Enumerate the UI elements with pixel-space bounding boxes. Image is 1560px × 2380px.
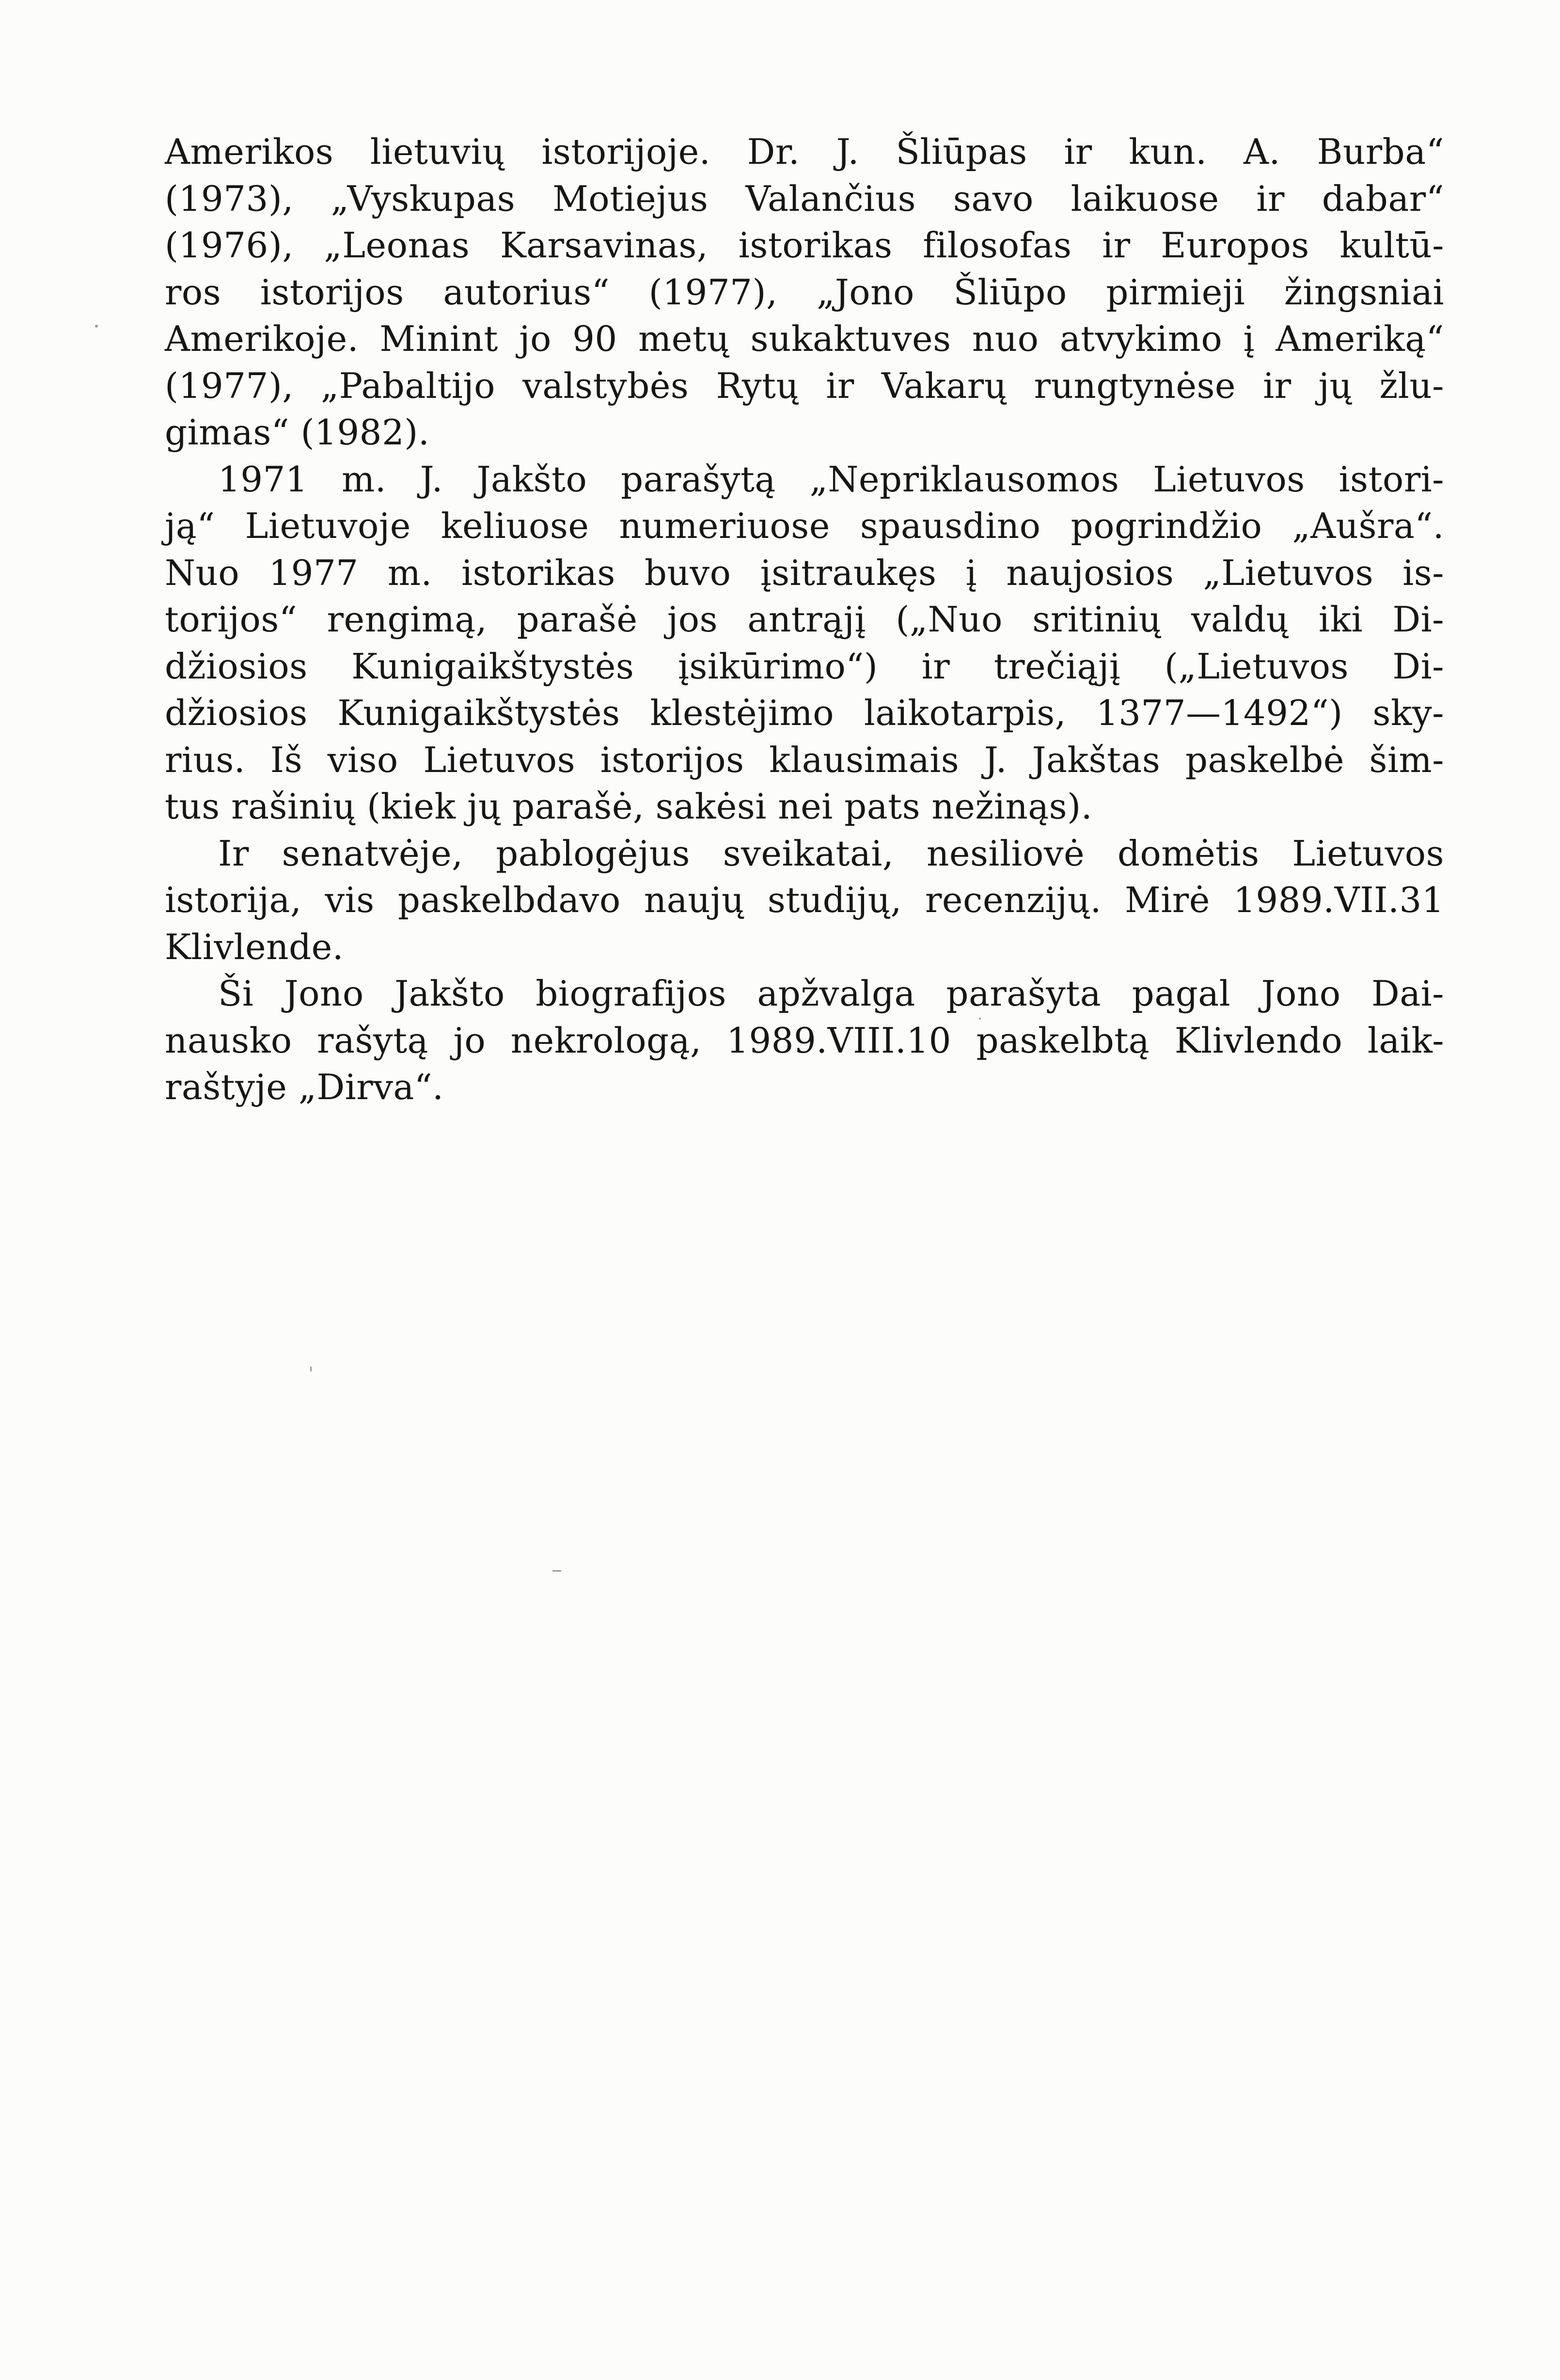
text-line: džiosios Kunigaikštystės įsikūrimo“) ir trečiąjį („Lietuvos Di- bbox=[165, 646, 1444, 687]
text-line: nausko rašytą jo nekrologą, 1989.VIII.10 paskelbtą Klivlendo laik- bbox=[165, 1020, 1444, 1061]
text-line: ros istorijos autorius“ (1977), „Jono Šliūpo pirmieji žingsniai bbox=[165, 271, 1444, 313]
paper-speck bbox=[310, 1367, 312, 1371]
text-line: (1977), „Pabaltijo valstybės Rytų ir Vakarų rungtynėse ir jų žlu- bbox=[165, 365, 1444, 406]
text-line: (1973), „Vyskupas Motiejus Valančius savo laikuose ir dabar“ bbox=[165, 178, 1444, 219]
text-line: istorija, vis paskelbdavo naujų studijų, recenzijų. Mirė 1989.VII.31 bbox=[165, 880, 1444, 920]
text-line: Amerikos lietuvių istorijoje. Dr. J. Šliūpas ir kun. A. Burba“ bbox=[165, 131, 1444, 172]
text-line: gimas“ (1982). bbox=[165, 412, 430, 453]
paragraph-4 bbox=[165, 970, 1444, 1111]
text-line: ją“ Lietuvoje keliuose numeriuose spausdino pogrindžio „Aušra“. bbox=[165, 505, 1444, 546]
text-line: džiosios Kunigaikštystės klestėjimo laikotarpis, 1377—1492“) sky- bbox=[165, 693, 1444, 733]
paper-speck bbox=[979, 1018, 981, 1020]
text-line: raštyje „Dirva“. bbox=[165, 1067, 444, 1107]
text-line: rius. Iš viso Lietuvos istorijos klausimais J. Jakštas paskelbė šim- bbox=[165, 739, 1444, 780]
text-line: tus rašinių (kiek jų parašė, sakėsi nei pats nežinąs). bbox=[165, 786, 1093, 827]
text-line: Amerikoje. Minint jo 90 metų sukaktuves nuo atvykimo į Ameriką“ bbox=[165, 318, 1444, 359]
text-line: torijos“ rengimą, parašė jos antrąjį („Nuo sritinių valdų iki Di- bbox=[165, 599, 1444, 640]
paper-speck bbox=[552, 1570, 561, 1572]
paper-speck bbox=[95, 325, 98, 328]
paragraph-2 bbox=[165, 456, 1444, 830]
text-line: Nuo 1977 m. istorikas buvo įsitraukęs į naujosios „Lietuvos is- bbox=[165, 552, 1444, 593]
body-text bbox=[165, 128, 1444, 1111]
paragraph-1 bbox=[165, 128, 1444, 456]
text-line: Ir senatvėje, pablogėjus sveikatai, nesiliovė domėtis Lietuvos bbox=[218, 833, 1444, 874]
paragraph-3 bbox=[165, 830, 1444, 971]
text-line: 1971 m. J. Jakšto parašytą „Nepriklausomos Lietuvos istori- bbox=[218, 458, 1444, 500]
text-line: Klivlende. bbox=[165, 926, 344, 967]
text-line: Ši Jono Jakšto biografijos apžvalga parašyta pagal Jono Dai- bbox=[218, 973, 1444, 1014]
text-line: (1976), „Leonas Karsavinas, istorikas filosofas ir Europos kultū- bbox=[165, 225, 1444, 266]
